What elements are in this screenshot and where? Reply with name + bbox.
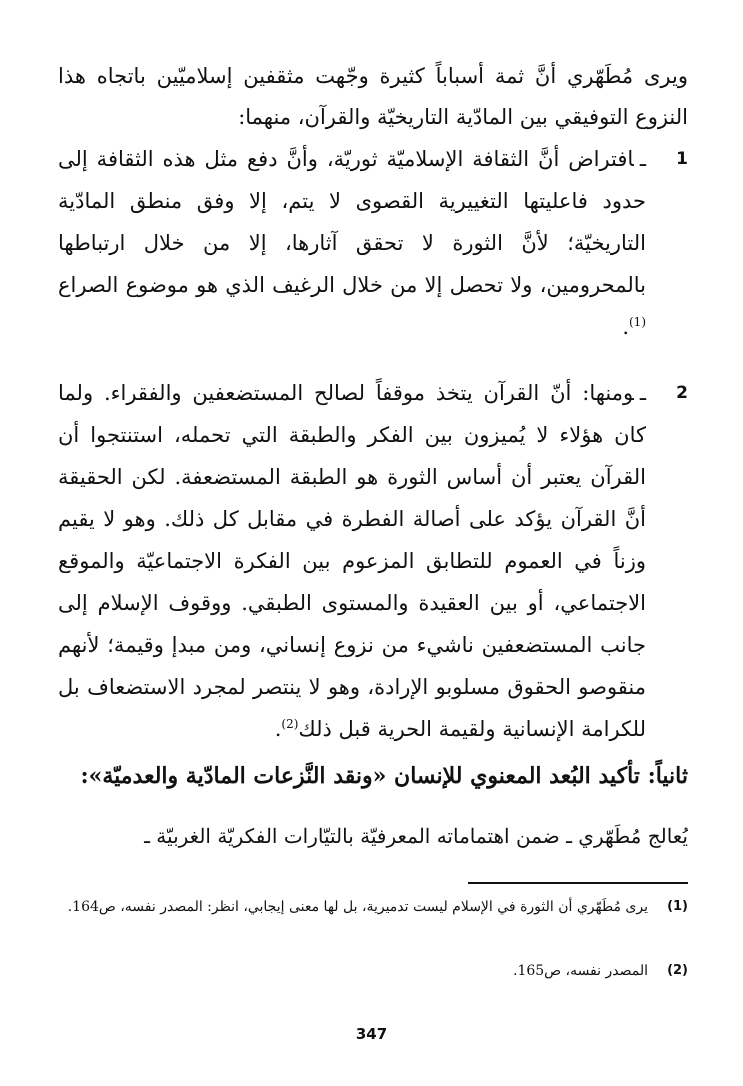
list-item-text: ـافتراض أنَّ الثقافة الإسلاميّة ثوريّة، وأنَّ دفع مثل هذه الثقافة إلى حدود فاعليتها التغييرية القصوى لا يتم، إلا وفق منطق المادّية التاريخيّة؛ لأنَّ الثورة لا تحقق آثارها، إلا من خلال ارتباطها بالمحرومين، ولا تحصل إلا من خلال الرغيف الذي هو موضوع الصراع$^{(1)}$. <box>58 147 646 339</box>
footnote-divider <box>468 882 688 884</box>
footnote-2 <box>58 958 688 984</box>
list-item-dash: ـ <box>639 381 646 405</box>
footnote-text: المصدر نفسه، ص165. <box>512 963 648 979</box>
footnote-marker: (1) <box>667 899 688 914</box>
footnote-1 <box>58 894 688 920</box>
list-item-body: افتراض أنَّ الثقافة الإسلاميّة ثوريّة، وأنَّ دفع مثل هذه الثقافة إلى حدود فاعليتها التغييرية القصوى لا يتم، إلا وفق منطق المادّية التاريخيّة؛ لأنَّ الثورة لا تحقق آثارها، إلا من خلال ارتباطها بالمحرومين، ولا تحصل إلا من خلال الرغيف الذي هو موضوع الصراع <box>58 147 646 297</box>
body-paragraph: يُعالج مُطَهّري ـ ضمن اهتماماته المعرفيّة بالتيّارات الفكريّة الغربيّة ـ <box>144 824 688 848</box>
list-item-dash: ـ <box>639 147 646 171</box>
list-item-1 <box>58 138 688 366</box>
page-number: 347 <box>355 1025 388 1043</box>
list-item-text: ـومنها: أنّ القرآن يتخذ موقفاً لصالح المستضعفين والفقراء. ولما كان هؤلاء لا يُميزون بين الفكر والطبقة التي تحمله، استنتجوا أن القرآن يعتبر أن أساس الثورة هو الطبقة المستضعفة. لكن الحقيقة أنَّ القرآن يؤكد على أصالة الفطرة في مقابل كل ذلك. وهو لا يقيم وزناً في العموم للتطابق المزعوم بين الفكرة الاجتماعيّة والموقع الاجتماعي، أو بين العقيدة والمستوى الطبقي. ووقوف الإسلام إلى جانب المستضعفين ناشيء من نزوع إنساني، ومن مبدإ وقيمة؛ لأنهم منقوصو الحقوق مسلوبو الإرادة، وهو لا ينتصر لمجرد الاستضعاف بل للكرامة الإنسانية ولقيمة الحرية قبل ذلك$^{(2)}$. <box>58 381 647 741</box>
section-heading: ثانياً: تأكيد البُعد المعنوي للإنسان «ونقد النَّزعات المادّية والعدميّة»: <box>80 763 688 789</box>
list-item-end: . <box>622 315 629 339</box>
list-item-2 <box>58 372 688 746</box>
list-item-body: ومنها: أنّ القرآن يتخذ موقفاً لصالح المستضعفين والفقراء. ولما كان هؤلاء لا يُميزون بين الفكر والطبقة التي تحمله، استنتجوا أن القرآن يعتبر أن أساس الثورة هو الطبقة المستضعفة. لكن الحقيقة أنَّ القرآن يؤكد على أصالة الفطرة في مقابل كل ذلك. وهو لا يقيم وزناً في العموم للتطابق المزعوم بين الفكرة الاجتماعيّة والموقع الاجتماعي، أو بين العقيدة والمستوى الطبقي. ووقوف الإسلام إلى جانب المستضعفين ناشيء من نزوع إنساني، ومن مبدإ وقيمة؛ لأنهم منقوصو الحقوق مسلوبو الإرادة، وهو لا ينتصر لمجرد الاستضعاف بل للكرامة الإنسانية ولقيمة الحرية قبل ذلك <box>58 381 647 741</box>
intro-paragraph: ويرى مُطَهّري أنَّ ثمة أسباباً كثيرة وجّهت مثقفين إسلاميّين باتجاه هذا النزوع التوفيقي بين المادّية التاريخيّة والقرآن، منهما: <box>58 64 688 129</box>
footnote-marker: (2) <box>667 963 688 978</box>
list-item-end: . <box>274 717 282 741</box>
list-item-number: 2 <box>676 383 688 403</box>
list-item-number: 1 <box>676 149 688 169</box>
footnote-text: يرى مُطَهّري أن الثورة في الإسلام ليست تدميرية، بل لها معنى إيجابي، انظر: المصدر نفسه، ص164. <box>67 899 648 915</box>
